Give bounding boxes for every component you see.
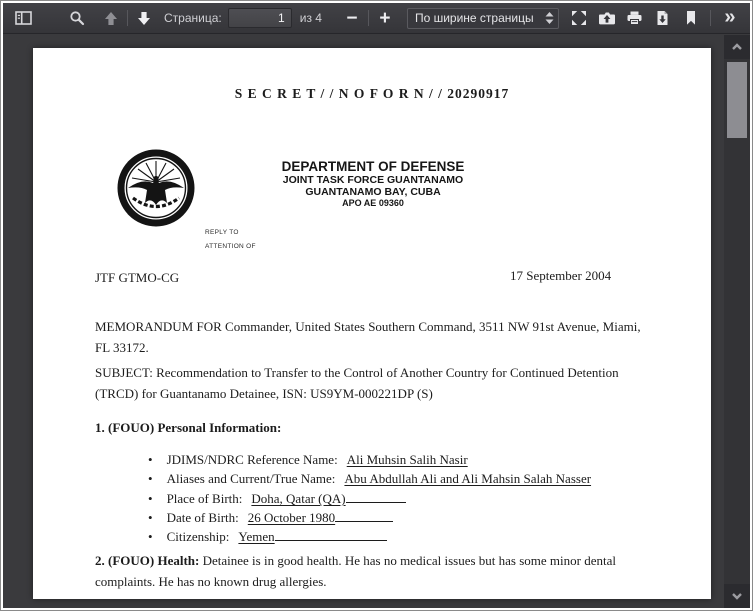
next-page-button[interactable] [132, 6, 156, 30]
zoom-scale-select[interactable] [407, 8, 559, 29]
zoom-scale-value: По ширине страницы [414, 11, 534, 25]
letterhead-line4: APO AE 09360 [342, 198, 404, 208]
list-item [148, 471, 688, 490]
open-file-button[interactable] [595, 6, 619, 30]
section2-text: Detainee is in good health. He has no medical issues but has some minor dental complaints. He has no known drug allergies. [95, 553, 616, 589]
bullet-label: • Aliases and Current/True Name: [166, 471, 336, 486]
pdf-viewer [3, 3, 750, 608]
bookmark-current-view-button[interactable] [679, 6, 703, 30]
classification-banner: S E C R E T / / N O F O R N / / 20290917 [234, 86, 510, 101]
scroll-down-button[interactable] [724, 584, 750, 608]
scrollbar-thumb[interactable] [727, 62, 747, 138]
bullet-label: • JDIMS/NDRC Reference Name: [166, 452, 338, 467]
bullet-value: Yemen [238, 529, 275, 544]
zoom-out-button[interactable] [340, 6, 364, 30]
office-symbol: JTF GTMO-CG [95, 270, 180, 285]
section1-heading: 1. (FOUO) Personal Information: [95, 420, 282, 435]
toolbar [3, 3, 750, 34]
underline-extension [335, 509, 393, 522]
toolbar-separator [127, 10, 128, 26]
section2-heading: 2. (FOUO) Health: [95, 553, 200, 568]
section2-paragraph [95, 550, 647, 592]
open-file-icon [598, 10, 616, 26]
minus-icon: − [346, 7, 358, 29]
chevron-down-icon [732, 591, 742, 601]
underline-extension [346, 490, 406, 503]
memorandum-for-line: MEMORANDUM FOR Commander, United States Southern Command, 3511 NW 91st Avenue, Miami, FL 33172. [95, 319, 641, 355]
plus-icon: + [379, 7, 391, 29]
viewer-content-area [3, 35, 750, 608]
print-icon [626, 10, 643, 26]
presentation-mode-button[interactable] [567, 6, 591, 30]
letterhead [203, 159, 543, 209]
previous-page-button[interactable] [99, 6, 123, 30]
underline-extension [275, 528, 387, 541]
letterhead-line3: GUANTANAMO BAY, CUBA [305, 186, 441, 198]
list-item [148, 452, 688, 471]
personal-info-list [148, 452, 688, 547]
scroll-up-button[interactable] [724, 35, 750, 59]
bullet-value: 26 October 1980 [247, 510, 336, 525]
double-chevron-right-icon: » [724, 6, 736, 28]
page-label: Страница: [164, 11, 222, 25]
print-button[interactable] [623, 6, 647, 30]
document-date: 17 September 2004 [510, 268, 612, 283]
select-spinner-icon [545, 12, 554, 24]
bullet-value: Ali Muhsin Salih Nasir [346, 452, 468, 467]
dod-seal [116, 148, 196, 228]
vertical-scrollbar[interactable] [724, 35, 750, 608]
toolbar-separator [368, 10, 369, 26]
search-icon [69, 10, 85, 26]
more-tools-button[interactable] [718, 6, 742, 30]
sidebar-toggle-button[interactable] [11, 6, 35, 30]
bullet-label: • Citizenship: [166, 529, 230, 544]
page-number-input[interactable] [228, 8, 292, 28]
reply-to-label: REPLY TO [205, 229, 239, 236]
bullet-label: • Place of Birth: [166, 491, 243, 506]
chevron-up-icon [732, 42, 742, 52]
page-count-label: из 4 [299, 11, 322, 25]
pdf-page [33, 48, 711, 599]
arrow-up-icon [103, 11, 119, 26]
zoom-in-button[interactable] [373, 6, 397, 30]
bullet-value: Doha, Qatar (QA) [251, 491, 346, 506]
letterhead-line1: DEPARTMENT OF DEFENSE [281, 159, 465, 174]
list-item [148, 509, 688, 528]
presentation-expand-icon [571, 10, 587, 26]
toolbar-separator [710, 10, 711, 26]
arrow-down-icon [136, 11, 152, 26]
list-item [148, 490, 688, 509]
attention-of-label: ATTENTION OF [205, 243, 256, 250]
bullet-value: Abu Abdullah Ali and Ali Mahsin Salah Nasser [344, 471, 592, 486]
bookmark-icon [685, 10, 697, 26]
find-button[interactable] [65, 6, 89, 30]
sidebar-toggle-icon [15, 10, 32, 26]
download-button[interactable] [651, 6, 675, 30]
download-icon [655, 10, 670, 26]
bullet-label: • Date of Birth: [166, 510, 239, 525]
letterhead-line2: JOINT TASK FORCE GUANTANAMO [282, 174, 464, 186]
subject-line: SUBJECT: Recommendation to Transfer to the Control of Another Country for Continued Detention (TRCD) for Guantanamo Detainee, ISN: US9YM-000221DP (S) [95, 365, 619, 401]
list-item [148, 528, 688, 547]
